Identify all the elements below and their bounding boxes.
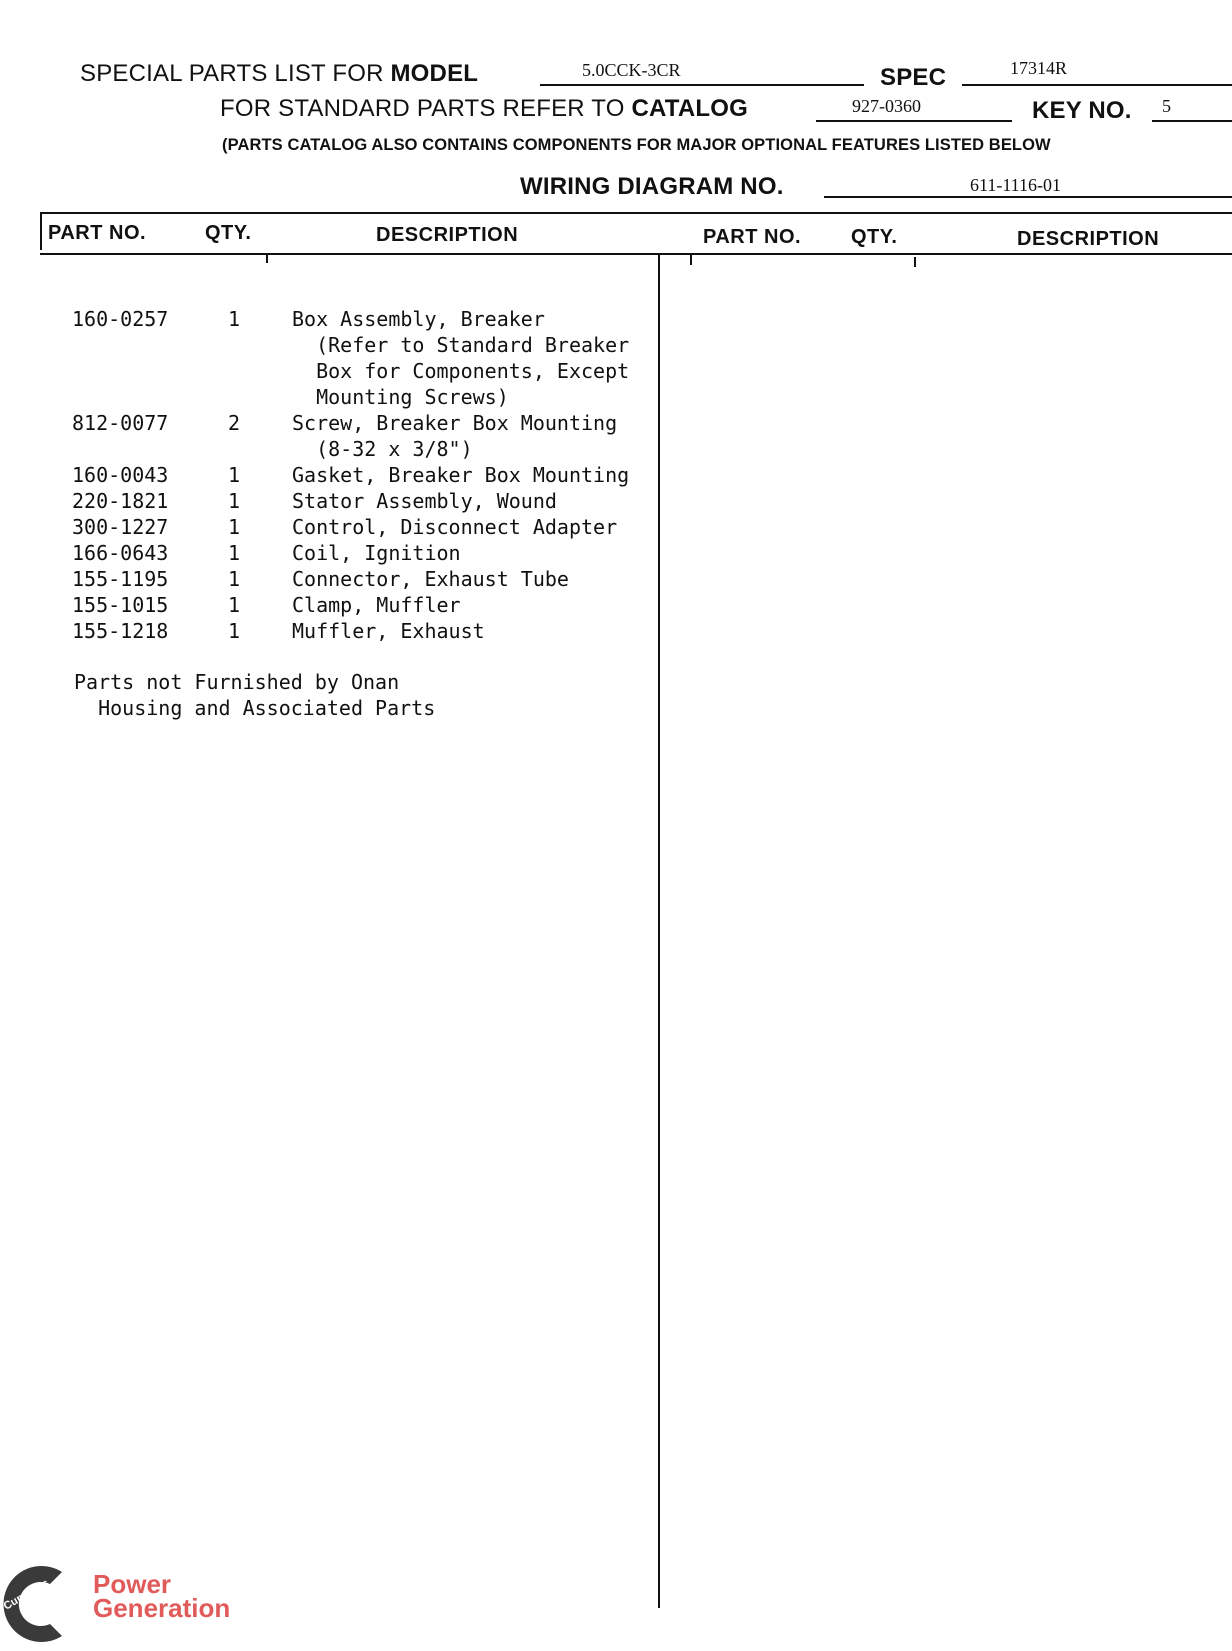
right-col-description: DESCRIPTION [1017,228,1160,250]
table-header-rule [40,253,1232,255]
catalog-label: CATALOG [631,95,748,122]
table-top-rule [40,212,1232,214]
description-line: Box for Components, Except [292,359,630,383]
table-left-rule [40,212,42,250]
logo-generation: Generation [93,1593,231,1623]
left-col-description: DESCRIPTION [376,224,519,246]
part-number: 160-0257 [72,307,169,331]
description-line: Clamp, Muffler [292,593,461,617]
logo-power: Power [93,1569,172,1599]
tick-left-1 [266,253,268,263]
key-value: 5 [1162,96,1171,116]
footnote-line-2: Housing and Associated Parts [74,696,436,720]
catalog-blank [816,120,1012,122]
part-number: 155-1218 [72,619,169,643]
model-blank [540,84,864,86]
wiring-blank [824,196,1232,198]
part-number: 155-1015 [72,593,169,617]
left-col-qty: QTY. [205,222,252,244]
right-col-qty: QTY. [851,226,898,248]
tick-right-2 [914,257,916,267]
description-line: Connector, Exhaust Tube [292,567,569,591]
cummins-logo [0,1562,70,1646]
model-label: MODEL [390,60,479,87]
special-parts-label: SPECIAL PARTS LIST FOR [80,60,384,87]
description-line: Muffler, Exhaust [292,619,485,643]
description-line: Control, Disconnect Adapter [292,515,618,539]
wiring-label: WIRING DIAGRAM NO. [520,173,784,200]
spec-label: SPEC [880,64,947,91]
key-label: KEY NO. [1032,97,1132,124]
description-line: (8-32 x 3/8") [292,437,473,461]
right-col-part-no: PART NO. [703,226,802,248]
footnote-line-1: Parts not Furnished by Onan [74,670,400,694]
description-line: (Refer to Standard Breaker [292,333,630,357]
description-line: Coil, Ignition [292,541,461,565]
header-line-2 [220,95,748,123]
wiring-value: 611-1116-01 [970,175,1061,195]
quantity: 1 [228,593,241,617]
quantity: 1 [228,515,241,539]
description-line: Gasket, Breaker Box Mounting [292,463,630,487]
quantity: 1 [228,567,241,591]
quantity: 1 [228,489,241,513]
quantity: 2 [228,411,241,435]
spec-value: 17314R [1010,58,1068,78]
part-number: 166-0643 [72,541,169,565]
part-number: 812-0077 [72,411,169,435]
quantity: 1 [228,619,241,643]
part-number: 160-0043 [72,463,169,487]
description-line: Screw, Breaker Box Mounting [292,411,618,435]
cummins-c-icon [0,1562,70,1646]
model-value: 5.0CCK-3CR [582,60,681,80]
quantity: 1 [228,307,241,331]
part-number: 300-1227 [72,515,169,539]
quantity: 1 [228,541,241,565]
catalog-value: 927-0360 [852,96,921,116]
part-number: 155-1195 [72,567,169,591]
description-line: Mounting Screws) [292,385,509,409]
catalog-note: (PARTS CATALOG ALSO CONTAINS COMPONENTS FOR MAJOR OPTIONAL FEATURES LISTED BELOW [222,136,1051,154]
left-col-part-no: PART NO. [48,222,147,244]
cummins-brand-text: Cummins [1,1577,52,1613]
description-line: Stator Assembly, Wound [292,489,557,513]
description-line: Box Assembly, Breaker [292,307,545,331]
tick-right-1 [690,255,692,265]
table-center-divider [658,253,660,1608]
quantity: 1 [228,463,241,487]
spec-blank [962,84,1232,86]
key-blank [1152,120,1232,122]
part-number: 220-1821 [72,489,169,513]
standard-parts-label: FOR STANDARD PARTS REFER TO [220,95,625,122]
header-line-1 [80,60,478,88]
